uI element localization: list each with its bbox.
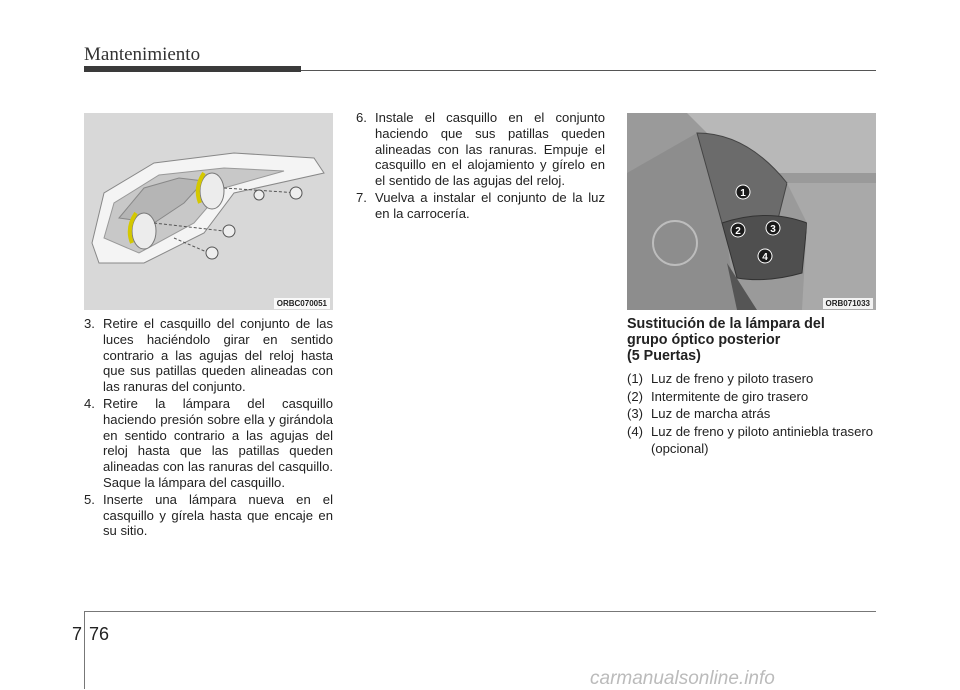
header-rule-thin	[301, 70, 876, 71]
step-text: Vuelva a instalar el conjunto de la luz en la carrocería.	[375, 189, 605, 221]
svg-text:1: 1	[740, 188, 746, 199]
page-number: 76	[89, 624, 110, 644]
step-4	[84, 396, 333, 491]
footer-rule-vertical	[84, 612, 85, 689]
column-2-steps	[356, 110, 605, 222]
step-3	[84, 316, 333, 395]
legend-item-3	[627, 405, 876, 423]
column-3-section	[627, 316, 876, 458]
legend-text: Luz de freno y piloto antiniebla trasero (opcional)	[651, 423, 874, 456]
callout-3	[766, 221, 780, 235]
column-1-steps	[84, 316, 333, 539]
legend-number: (1)	[627, 371, 644, 386]
header-rule-thick	[84, 66, 301, 72]
step-number: 5.	[84, 491, 95, 507]
rear-combination-lamp-photo	[627, 113, 876, 310]
svg-text:4: 4	[762, 252, 768, 263]
step-7	[356, 190, 605, 222]
legend-item-4	[627, 423, 876, 458]
tail-lamp-assembly-illustration	[84, 113, 333, 310]
svg-text:2: 2	[735, 226, 741, 237]
legend-item-2	[627, 388, 876, 406]
legend-number: (3)	[627, 406, 644, 421]
step-number: 6.	[356, 110, 367, 125]
section-title	[627, 316, 876, 364]
section-title-line: Sustitución de la lámpara del	[627, 316, 825, 332]
step-text: Retire el casquillo del conjunto de las luces haciéndolo girar en sentido contrario a las agujas del reloj hasta que sus patillas queden alineadas con las ranuras del conjunto.	[103, 316, 333, 395]
tail-lamp-assembly-figure	[84, 113, 333, 310]
rear-combination-lamp-figure	[627, 113, 876, 310]
legend-item-1	[627, 370, 876, 388]
chapter-number: 7	[72, 624, 83, 644]
step-number: 7.	[356, 189, 367, 205]
page-header-title: Mantenimiento	[84, 44, 201, 65]
step-number: 3.	[84, 316, 95, 331]
step-text: Instale el casquillo en el conjunto haciendo que sus patillas queden alineadas con las ranuras. Empuje el casquillo en el alojamiento y gírelo en el sentido de las agujas del reloj.	[375, 110, 605, 189]
callout-1	[736, 185, 750, 199]
step-text: Retire la lámpara del casquillo haciendo presión sobre ella y girándola en sentido contrario a las agujas del reloj hasta que las patillas queden alineadas con las ranuras del casquillo. Saque la lámpara del casquillo.	[103, 395, 333, 490]
svg-text:3: 3	[770, 224, 776, 235]
step-6	[356, 110, 605, 189]
callout-4	[758, 249, 772, 263]
legend-text: Intermitente de giro trasero	[651, 388, 809, 404]
figure-code-right: ORB071033	[823, 298, 873, 309]
footer-rule-horizontal	[84, 611, 876, 612]
section-title-line: grupo óptico posterior	[627, 332, 781, 348]
legend-text: Luz de freno y piloto trasero	[651, 371, 814, 386]
legend-number: (4)	[627, 423, 644, 439]
callout-2	[731, 223, 745, 237]
section-title-line: (5 Puertas)	[627, 348, 701, 364]
step-text: Inserte una lámpara nueva en el casquillo y gírela hasta que encaje en su sitio.	[103, 491, 333, 539]
legend-number: (2)	[627, 388, 644, 404]
legend-text: Luz de marcha atrás	[651, 406, 771, 421]
watermark: carmanualsonline.info	[590, 668, 775, 689]
step-number: 4.	[84, 395, 95, 411]
step-5	[84, 492, 333, 539]
figure-code-left: ORBC070051	[274, 298, 330, 309]
